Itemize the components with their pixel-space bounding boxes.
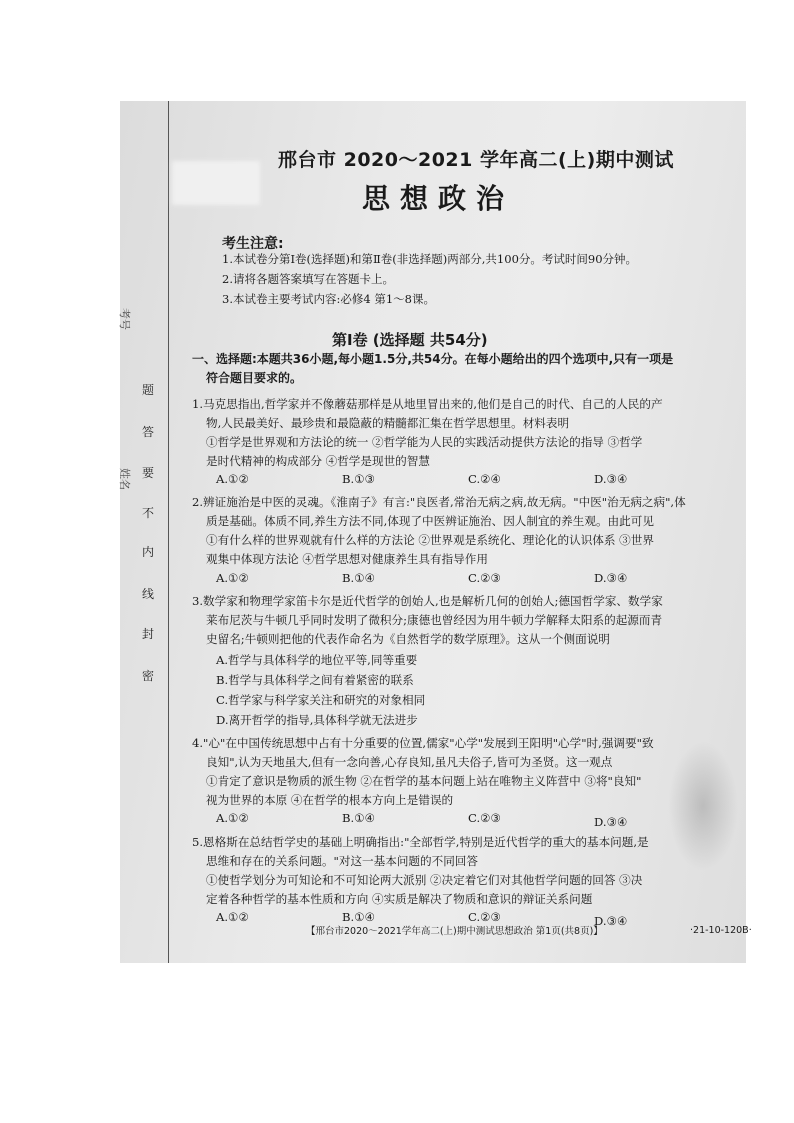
question-2-option: B.①④: [342, 571, 375, 585]
question-3-option: C.哲学家与科学家关注和研究的对象相同: [216, 693, 426, 707]
question-1-stem: 1.马克思指出,哲学家并不像蘑菇那样是从地里冒出来的,他们是自己的时代、自己的人民的产: [192, 397, 663, 411]
section-instructions: 一、选择题:本题共36小题,每小题1.5分,共54分。在每小题给出的四个选项中,只有一项是: [192, 352, 674, 366]
question-1-option: C.②④: [468, 472, 501, 486]
binding-char: 封: [142, 627, 155, 641]
question-5-line: ①使哲学划分为可知论和不可知论两大派别 ②决定着它们对其他哲学问题的回答 ③决: [206, 873, 643, 887]
question-5-line: 定着各种哲学的基本性质和方向 ④实质是解决了物质和意识的辩证关系问题: [206, 892, 593, 906]
binding-char: 答: [142, 425, 155, 439]
binding-char: 要: [142, 466, 155, 480]
notice-item: 1.本试卷分第Ⅰ卷(选择题)和第Ⅱ卷(非选择题)两部分,共100分。考试时间90分钟。: [222, 252, 638, 266]
question-1-option: B.①③: [342, 472, 375, 486]
binding-char: 题: [142, 383, 155, 397]
subject-title: 思想政治: [362, 182, 515, 215]
question-3-line: 史留名;牛顿则把他的代表作命名为《自然哲学的数学原理》。这从一个侧面说明: [206, 632, 610, 646]
question-4-stem: 4."心"在中国传统思想中占有十分重要的位置,儒家"心学"发展到王阳明"心学"时,强调要"致: [192, 736, 654, 750]
question-2-option: C.②③: [468, 571, 501, 585]
question-5-option: A.①②: [216, 910, 249, 924]
exam-sheet-photo: [118, 101, 752, 963]
question-4-option: A.①②: [216, 811, 249, 825]
question-4-line: 良知",认为天地虽大,但有一念向善,心存良知,虽凡夫俗子,皆可为圣贤。这一观点: [206, 755, 613, 769]
binding-char: 不: [142, 506, 155, 520]
question-1-line: 物,人民最美好、最珍贵和最隐蔽的精髓都汇集在哲学思想里。材料表明: [206, 416, 570, 430]
question-5-stem: 5.恩格斯在总结哲学史的基础上明确指出:"全部哲学,特别是近代哲学的重大的基本问题,是: [192, 835, 649, 849]
question-4-line: ①肯定了意识是物质的派生物 ②在哲学的基本问题上站在唯物主义阵营中 ③将"良知": [206, 774, 642, 788]
question-3-line: 莱布尼茨与牛顿几乎同时发明了微积分;康德也曾经因为用牛顿力学解释太阳系的起源而青: [206, 613, 663, 627]
question-3-stem: 3.数学家和物理学家笛卡尔是近代哲学的创始人,也是解析几何的创始人;德国哲学家、数学家: [192, 594, 663, 608]
notice-item: 2.请将各题答案填写在答题卡上。: [222, 272, 394, 286]
question-2-line: ①有什么样的世界观就有什么样的方法论 ②世界观是系统化、理论化的认识体系 ③世界: [206, 533, 654, 547]
exam-title: 邢台市 2020～2021 学年高二(上)期中测试: [278, 149, 674, 171]
part-title: 第Ⅰ卷 (选择题 共54分): [332, 331, 488, 349]
notice-heading: 考生注意:: [222, 236, 284, 252]
side-mark: 考号: [118, 308, 131, 330]
question-1-line: ①哲学是世界观和方法论的统一 ②哲学能为人民的实践活动提供方法论的指导 ③哲学: [206, 435, 643, 449]
side-mark: 姓名: [118, 468, 131, 490]
question-2-line: 观集中体现方法论 ④哲学思想对健康养生具有指导作用: [206, 552, 488, 566]
notice-item: 3.本试卷主要考试内容:必修4 第1～8课。: [222, 292, 435, 306]
question-2-option: D.③④: [594, 571, 628, 585]
question-1-option: D.③④: [594, 472, 628, 486]
binding-char: 线: [142, 587, 155, 601]
question-4-option: D.③④: [594, 815, 628, 829]
question-1-option: A.①②: [216, 472, 249, 486]
question-3-option: A.哲学与具体科学的地位平等,同等重要: [216, 653, 418, 667]
redacted-stamp: [172, 161, 260, 205]
question-4-option: C.②③: [468, 811, 501, 825]
question-5-option: C.②③: [468, 910, 501, 924]
question-3-option: D.离开哲学的指导,具体科学就无法进步: [216, 713, 418, 727]
question-3-option: B.哲学与具体科学之间有着紧密的联系: [216, 673, 414, 687]
paper-code: ·21-10-120B·: [690, 925, 752, 936]
question-4-option: B.①④: [342, 811, 375, 825]
question-1-line: 是时代精神的构成部分 ④哲学是现世的智慧: [206, 454, 430, 468]
question-5-line: 思维和存在的关系问题。"对这一基本问题的不同回答: [206, 854, 478, 868]
binding-char: 密: [142, 669, 155, 683]
question-2-option: A.①②: [216, 571, 249, 585]
question-2-line: 质是基础。体质不同,养生方法不同,体现了中医辨证施治、因人制宜的养生观。由此可见: [206, 514, 654, 528]
question-5-option: D.③④: [594, 914, 628, 928]
page-footer: 【邢台市2020～2021学年高二(上)期中测试思想政治 第1页(共8页)】: [306, 926, 603, 937]
binding-char: 内: [142, 545, 155, 559]
binding-margin: [120, 101, 169, 963]
question-4-line: 视为世界的本原 ④在哲学的根本方向上是错误的: [206, 793, 454, 807]
section-instructions-cont: 符合题目要求的。: [206, 371, 303, 385]
question-5-option: B.①④: [342, 910, 375, 924]
question-2-stem: 2.辨证施治是中医的灵魂。《淮南子》有言:"良医者,常治无病之病,故无病。"中医"治无病之病",体: [192, 495, 686, 509]
